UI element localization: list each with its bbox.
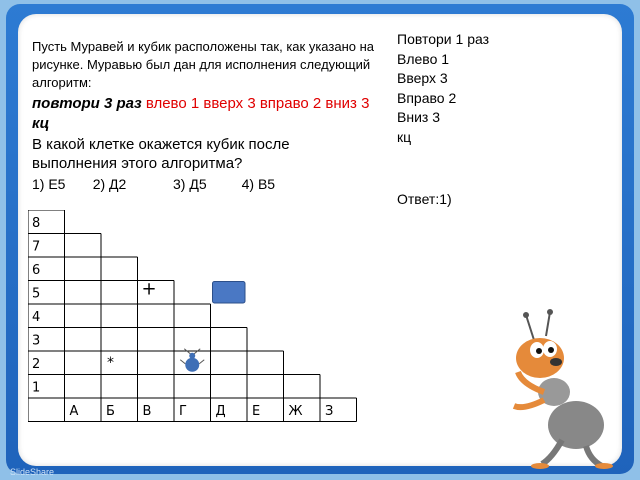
ant-marker [185, 358, 199, 372]
program-line: Вверх 3 [397, 70, 448, 87]
program-line: Повтори 1 раз [397, 31, 490, 47]
col-label: В [142, 404, 152, 419]
program-listing [397, 30, 489, 148]
row-label: 8 [32, 216, 41, 231]
ant-mascot [504, 300, 634, 470]
program-line: кц [397, 128, 412, 145]
field-grid [28, 210, 368, 445]
answer-text: Ответ:1) [397, 191, 452, 207]
row-label: 2 [32, 357, 41, 372]
program-line: Влево 1 [397, 50, 450, 67]
col-label: З [325, 404, 334, 419]
plus-mark: + [141, 278, 157, 300]
task-question: В какой клетке окажется кубик после выполнения этого алгоритма? [32, 136, 290, 172]
option-2: 2) Д2 [92, 176, 127, 192]
program-line: Вниз 3 [397, 109, 440, 126]
row-label: 3 [32, 333, 41, 349]
row-label: 7 [32, 239, 41, 255]
ant-illustration [514, 309, 613, 469]
algo-steps: влево 1 вверх 3 вправо 2 вниз 3 [141, 95, 370, 112]
row-label: 4 [32, 310, 41, 325]
col-label: Г [179, 404, 187, 419]
watermark: SlideShare [10, 467, 55, 477]
ant-marker-leg [180, 360, 185, 364]
cube-mark [213, 282, 246, 304]
col-label: Е [252, 404, 261, 419]
program-line: Вправо 2 [397, 89, 457, 106]
option-1: 1) Е5 [32, 176, 66, 192]
task-algorithm [32, 94, 377, 134]
task-intro: Пусть Муравей и кубик расположены так, как указано на рисунке. Муравью был дан для исполнения следующий алгоритм: [32, 39, 374, 90]
algo-end: кц [32, 115, 50, 132]
ant-marker-leg [199, 360, 204, 364]
task-text [32, 38, 377, 193]
col-label: Ж [288, 404, 303, 419]
option-3: 3) Д5 [173, 176, 207, 192]
row-label: 5 [32, 286, 41, 302]
option-4: 4) В5 [241, 176, 276, 192]
row-label: 1 [32, 380, 41, 396]
algo-keyword: повтори 3 раз [32, 95, 142, 112]
row-label: 6 [32, 263, 41, 278]
task-options [32, 175, 377, 193]
col-label: Б [106, 404, 115, 419]
col-label: Д [215, 404, 226, 419]
col-label: А [69, 404, 79, 419]
star-mark: * [107, 355, 114, 371]
